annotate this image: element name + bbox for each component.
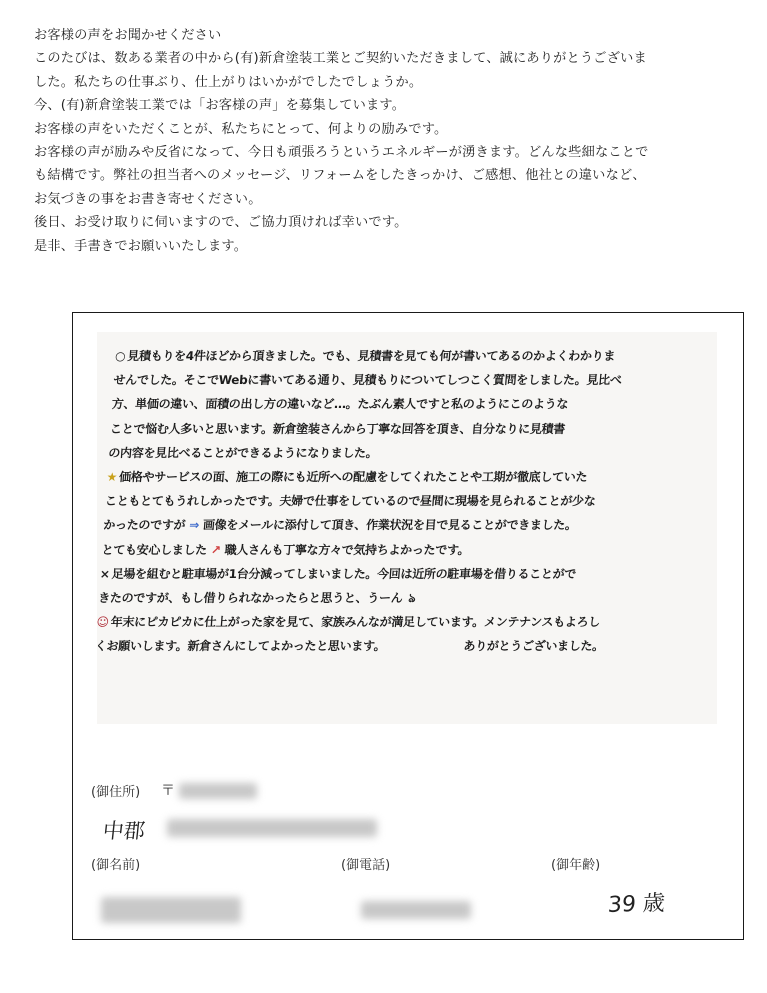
message-line: の内容を見比べることができるようになりました。 — [107, 445, 378, 460]
message-line: ★価格やサービスの面、施工の際にも近所への配慮をしてくれたことや工期が徹底していた — [106, 470, 588, 485]
message-line: ×足場を組むと駐車場が1台分減ってしまいました。今回は近所の駐車場を借りることがで — [99, 566, 577, 581]
smiley-icon: ☺ — [96, 615, 110, 630]
address-label: (御住所) — [91, 785, 141, 800]
thanks-text: ありがとうございました。 — [462, 639, 605, 654]
message-line: こともとてもうれしかったです。夫婦で仕事をしているので昼間に現場を見られることが少な — [104, 494, 596, 509]
intro-line: お客様の声が励みや反省になって、今日も頑張ろうというエネルギーが湧きます。どんな些細なことで — [34, 145, 649, 161]
age-label: (御年齢) — [551, 858, 601, 873]
intro-line: このたびは、数ある業者の中から(有)新倉塗装工業とご契約いただきまして、誠にありがとうございま — [34, 51, 647, 67]
intro-text — [34, 24, 746, 258]
name-label: (御名前) — [91, 858, 141, 873]
intro-heading: お客様の声をお聞かせください — [34, 28, 222, 43]
intro-line: お客様の声をいただくことが、私たちにとって、何よりの励みです。 — [34, 121, 448, 137]
redacted-address — [167, 819, 377, 837]
redacted-name — [101, 897, 241, 923]
redacted-postal-code — [179, 783, 257, 799]
message-line: ことで悩む人多いと思います。新倉塗装さんから丁寧な回答を頂き、自分なりに見積書 — [109, 421, 566, 436]
intro-line: した。私たちの仕事ぶり、仕上がりはいかがでしたでしょうか。 — [34, 74, 423, 90]
phone-label: (御電話) — [341, 858, 391, 873]
cross-icon: × — [99, 566, 111, 581]
message-line: くお願いします。新倉さんにしてよかったと思います。 ありがとうございました。 — [94, 634, 704, 658]
message-line: 方、単価の違い、面積の出し方の違いなど…。たぶん素人ですと私のようにこのような — [111, 397, 569, 412]
message-line: とても安心しました ↗ 職人さんも丁寧な方々で気持ちよかったです。 — [101, 542, 470, 557]
handwritten-message — [94, 344, 724, 659]
feedback-form-box — [72, 312, 744, 940]
handwritten-message-panel — [94, 332, 717, 724]
message-line: せんでした。そこでWebに書いてある通り、見積もりについてしつこく質問をしました。見比べ — [112, 373, 623, 388]
circle-icon: ○ — [114, 349, 126, 363]
intro-line: お気づきの事をお書き寄せください。 — [34, 191, 262, 207]
message-line: きたのですが、もし借りられなかったらと思うと、うーん ঌ — [97, 591, 416, 606]
intro-line: 後日、お受け取りに伺いますので、ご協力頂ければ幸いです。 — [34, 215, 408, 231]
arrow-up-icon: ↗ — [210, 542, 222, 557]
intro-line: 是非、手書きでお願いいたします。 — [34, 238, 248, 254]
star-icon: ★ — [106, 470, 118, 485]
redacted-phone — [361, 901, 471, 919]
message-line: ○見積もりを4件ほどから頂きました。でも、見積書を見ても何が書いてあるのかよくわかりま — [114, 349, 616, 363]
wave-icon: ঌ — [407, 591, 416, 606]
message-line: かったのですが ⇒ 画像をメールに添付して頂き、作業状況を目で見ることができました。 — [102, 518, 578, 533]
intro-line: 今、(有)新倉塗装工業では「お客様の声」を募集しています。 — [34, 98, 406, 114]
address-handwritten: 中郡 — [101, 819, 147, 843]
message-line: ☺年末にピカピカに仕上がった家を見て、家族みんなが満足しています。メンテナンスもよろし — [96, 615, 601, 630]
arrow-right-icon: ⇒ — [188, 518, 200, 533]
postal-mark: 〒 — [161, 783, 175, 799]
intro-line: も結構です。弊社の担当者へのメッセージ、リフォームをしたきっかけ、ご感想、他社との違いなど、 — [34, 168, 646, 184]
age-handwritten: 39 歳 — [606, 891, 666, 918]
